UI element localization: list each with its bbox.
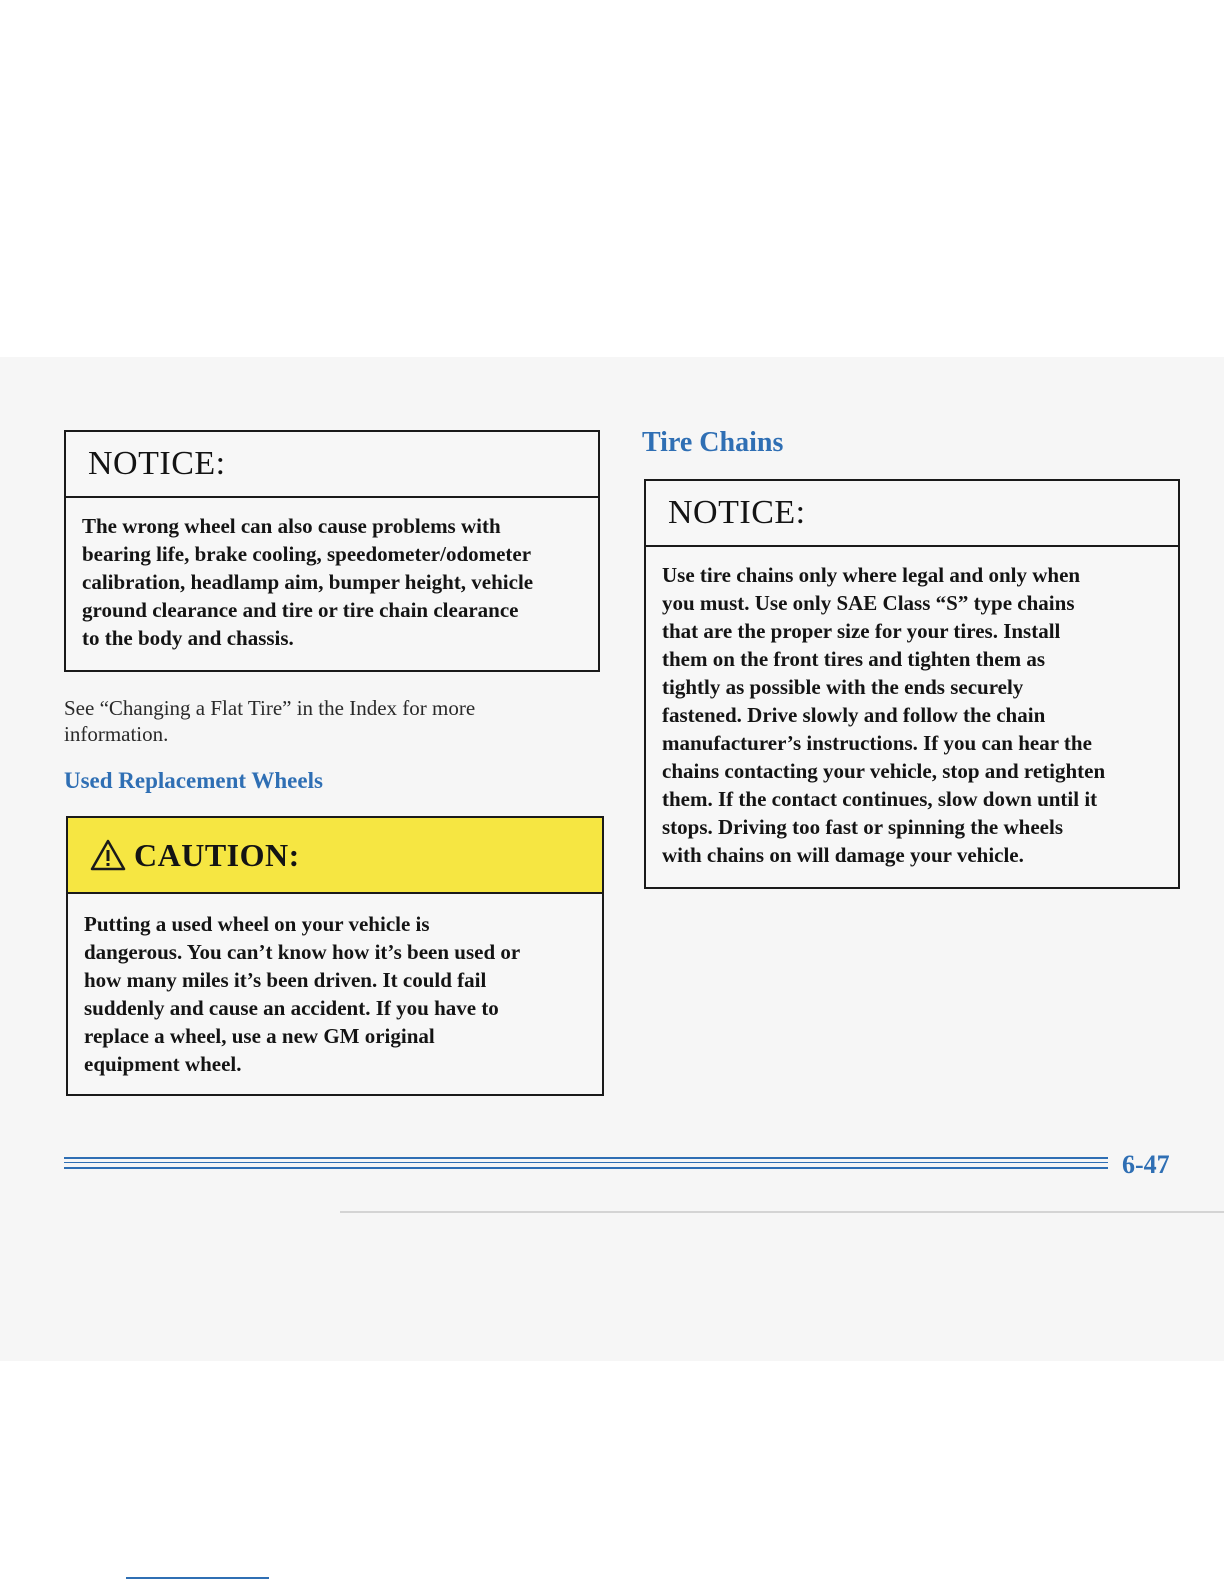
notice-box-tire-chains: [644, 479, 1180, 889]
notice-header: [66, 432, 598, 498]
see-text-line: See “Changing a Flat Tire” in the Index for more: [64, 696, 476, 720]
footer-rule-top: [64, 1157, 1108, 1159]
caution-line: replace a wheel, use a new GM original: [84, 1024, 435, 1048]
footer-rule-middle: [64, 1162, 1108, 1163]
footer-rule-bottom: [64, 1167, 1108, 1169]
tire-chains-heading: Tire Chains: [642, 427, 784, 458]
caution-body: [68, 894, 602, 1078]
page-number: 6-47: [1122, 1150, 1170, 1179]
caution-line: Putting a used wheel on your vehicle is: [84, 912, 430, 936]
notice-line: stops. Driving too fast or spinning the wheels: [662, 815, 1063, 839]
notice-line: them on the front tires and tighten them as: [662, 647, 1046, 671]
caution-box-used-wheel: [66, 816, 604, 1096]
caution-header: [68, 818, 602, 894]
see-flat-tire-text: [64, 695, 604, 747]
used-replacement-wheels-heading: Used Replacement Wheels: [64, 768, 323, 793]
see-text-line: information.: [64, 722, 169, 746]
notice-line: you must. Use only SAE Class “S” type chains: [662, 591, 1075, 615]
notice-line: tightly as possible with the ends securely: [662, 675, 1024, 699]
scan-edge-line: [340, 1211, 1224, 1213]
notice-body: [66, 498, 598, 652]
notice-line: The wrong wheel can also cause problems with: [82, 514, 501, 538]
notice-line: with chains on will damage your vehicle.: [662, 843, 1024, 867]
notice-line: chains contacting your vehicle, stop and retighten: [662, 759, 1106, 783]
caution-line: suddenly and cause an accident. If you have to: [84, 996, 499, 1020]
notice-line: them. If the contact continues, slow down until it: [662, 787, 1098, 811]
notice-line: that are the proper size for your tires. Install: [662, 619, 1061, 643]
notice-body: [646, 547, 1178, 869]
notice-line: to the body and chassis.: [82, 626, 294, 650]
notice-line: manufacturer’s instructions. If you can hear the: [662, 731, 1092, 755]
notice-title: NOTICE:: [668, 494, 806, 531]
caution-title: CAUTION:: [134, 836, 300, 873]
notice-line: calibration, headlamp aim, bumper height, vehicle: [82, 570, 534, 594]
notice-line: Use tire chains only where legal and only when: [662, 563, 1081, 587]
notice-line: fastened. Drive slowly and follow the chain: [662, 703, 1046, 727]
notice-line: bearing life, brake cooling, speedometer/odometer: [82, 542, 532, 566]
warning-triangle-icon: [90, 838, 126, 872]
notice-title: NOTICE:: [88, 445, 226, 482]
caution-line: how many miles it’s been driven. It could fail: [84, 968, 487, 992]
notice-line: ground clearance and tire or tire chain clearance: [82, 598, 519, 622]
notice-box-wrong-wheel: [64, 430, 600, 672]
caution-line: equipment wheel.: [84, 1052, 242, 1076]
bottom-short-rule: [126, 1577, 269, 1579]
notice-header: [646, 481, 1178, 547]
caution-line: dangerous. You can’t know how it’s been used or: [84, 940, 521, 964]
